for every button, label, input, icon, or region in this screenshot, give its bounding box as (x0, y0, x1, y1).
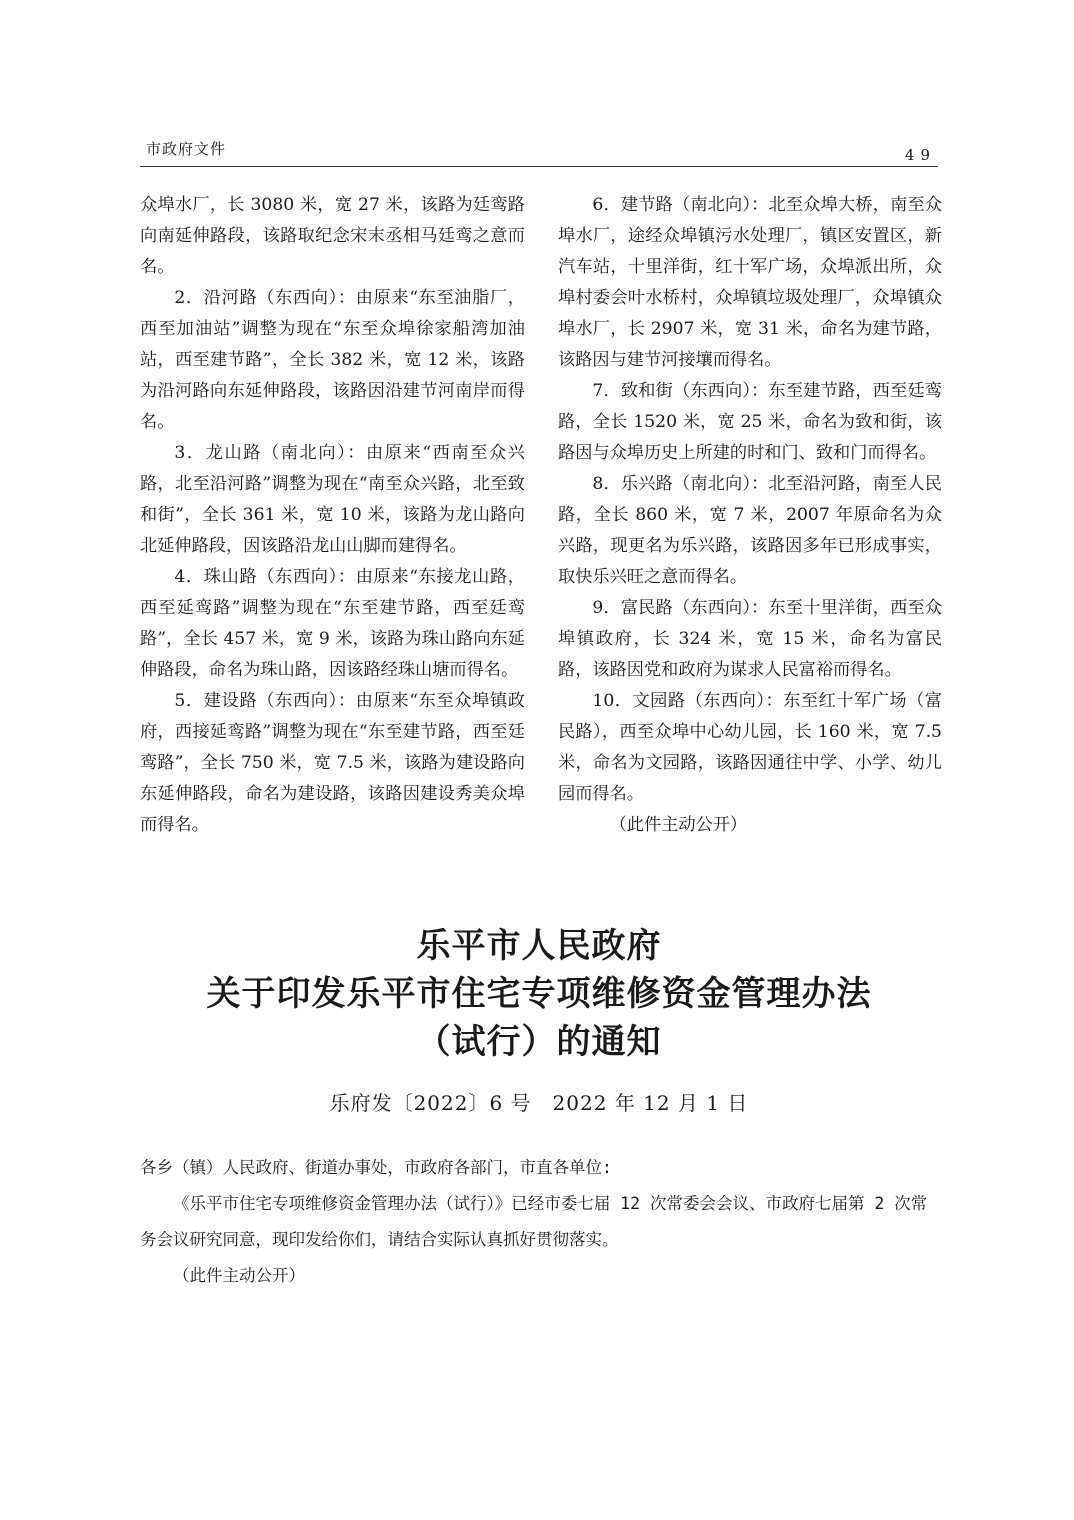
paragraph: 10．文园路（东西向）：东至红十军广场（富民路），西至众埠中心幼儿园，长 160 米，宽 7.5 米，命名为文园路，该路因通往中学、小学、幼儿园而得名。 (558, 691, 942, 804)
paragraph: 4．珠山路（东西向）：由原来“东接龙山路，西至延鸾路”调整为现在“东至建节路，西至廷鸾路”，全长 457 米，宽 9 米，该路为珠山路向东延伸路段，命名为珠山路，因该路经珠山塘而得名。 (140, 567, 525, 680)
public-note: （此件主动公开） (173, 1266, 305, 1285)
header-section-title: 市政府文件 (146, 140, 227, 158)
title-line: 关于印发乐平市住宅专项维修资金管理办法 (206, 974, 872, 1014)
paragraph: 3．龙山路（南北向）：由原来“西南至众兴路，北至沿河路”调整为现在“南至众兴路，北至致和街”，全长 361 米，宽 10 米，该路为龙山路向北延伸路段，因该路沿龙山山脚而建得名。 (140, 443, 525, 556)
paragraph: 7．致和街（东西向）：东至建节路，西至廷鸾路，全长 1520 米，宽 25 米，命名为致和街，该路因与众埠历史上所建的时和门、致和门而得名。 (558, 381, 942, 463)
page-number: 49 (904, 146, 936, 164)
paragraph: 8．乐兴路（南北向）：北至沿河路，南至人民路，全长 860 米，宽 7 米，2007 年原命名为众兴路，现更名为乐兴路，该路因多年已形成事实，取快乐兴旺之意而得名。 (558, 474, 942, 587)
paragraph: 6．建节路（南北向）：北至众埠大桥，南至众埠水厂，途经众埠镇污水处理厂，镇区安置区，新汽车站，十里洋街，红十军广场，众埠派出所，众埠村委会叶水桥村，众埠镇垃圾处理厂，众埠镇众埠水厂，长 2907 米，宽 31 米，命名为建节路，该路因与建节河接壤而得名。 (558, 195, 942, 370)
document-title (140, 922, 938, 1066)
left-column (140, 190, 525, 841)
title-line: 乐平市人民政府 (416, 926, 662, 966)
document-number: 乐府发〔2022〕6 号 2022 年 12 月 1 日 (329, 1091, 749, 1115)
public-note: （此件主动公开） (609, 815, 748, 835)
notice-paragraph: 《乐平市住宅专项维修资金管理办法（试行）》已经市委七届 12 次常委会会议、市政府七届第 2 次常务会议研究同意，现印发给你们，请结合实际认真抓好贯彻落实。 (140, 1194, 928, 1249)
title-line: （试行）的通知 (416, 1022, 662, 1062)
paragraph: 众埠水厂，长 3080 米，宽 27 米，该路为廷鸾路向南延伸路段，该路取纪念宋末丞相马廷鸾之意而名。 (140, 195, 525, 277)
paragraph: 9．富民路（东西向）：东至十里洋街，西至众埠镇政府，长 324 米，宽 15 米，命名为富民路，该路因党和政府为谋求人民富裕而得名。 (558, 598, 942, 680)
right-column (558, 190, 942, 841)
salutation: 各乡（镇）人民政府、街道办事处，市政府各部门，市直各单位: (140, 1158, 612, 1177)
paragraph: 2．沿河路（东西向）：由原来“东至油脂厂，西至加油站”调整为现在“东至众埠徐家船湾加油站，西至建节路”，全长 382 米，宽 12 米，该路为沿河路向东延伸路段，该路因沿建节河南岸而得名。 (140, 288, 525, 432)
page-header (140, 138, 938, 167)
notice-body (140, 1150, 940, 1294)
paragraph: 5．建设路（东西向）：由原来“东至众埠镇政府，西接延鸾路”调整为现在“东至建节路，西至廷鸾路”，全长 750 米，宽 7.5 米，该路为建设路向东延伸路段，命名为建设路，该路因建设秀美众埠而得名。 (140, 691, 525, 835)
